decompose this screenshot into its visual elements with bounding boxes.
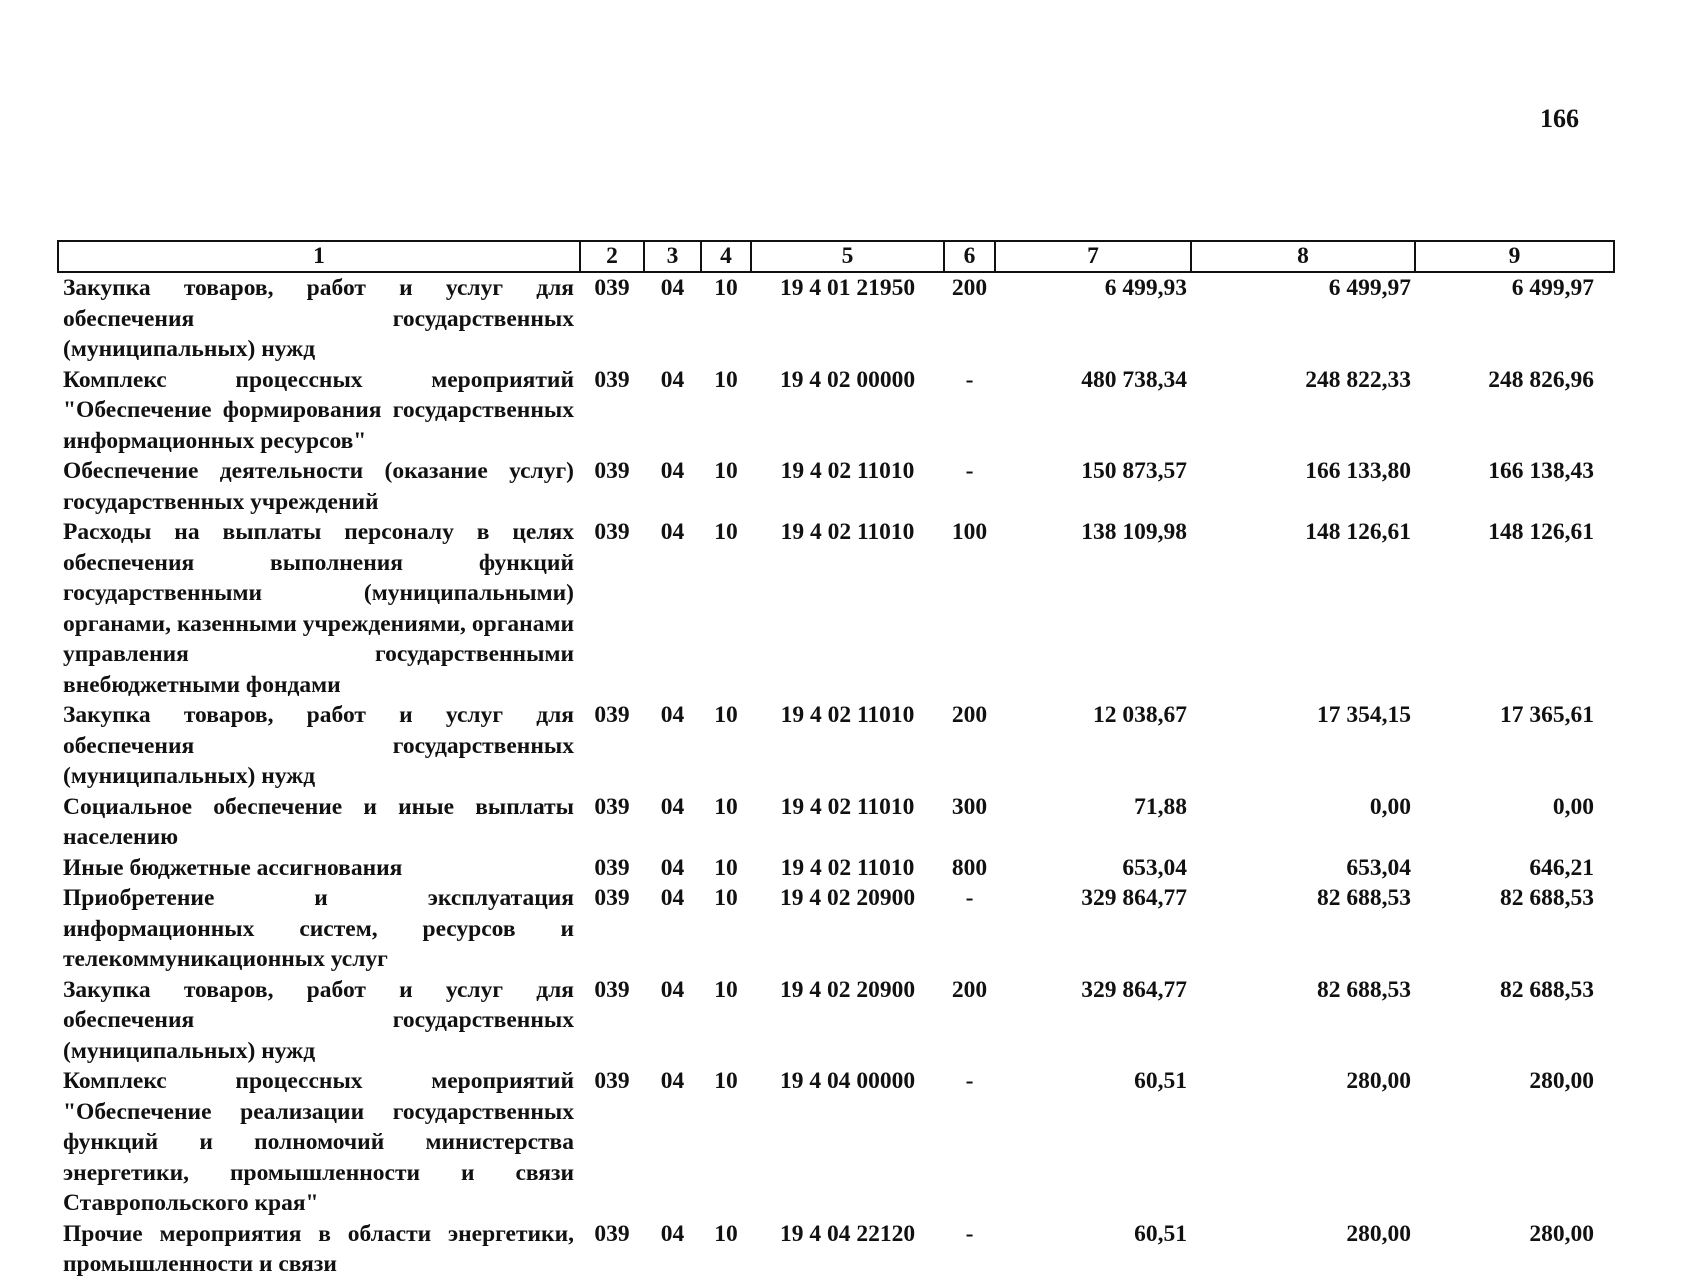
row-col-6: - xyxy=(965,458,974,484)
row-value-col-8: 82 688,53 xyxy=(1317,885,1411,911)
row-col-2: 039 xyxy=(594,519,630,545)
row-col-6: 100 xyxy=(951,519,988,545)
row-name: Комплекс процессных мероприятий "Обеспечение формирования государственных информационных ресурсов" xyxy=(63,366,574,454)
row-col-4: 10 xyxy=(714,1220,738,1247)
row-col-5: 19 4 04 00000 xyxy=(779,1068,916,1094)
row-value-col-8: 280,00 xyxy=(1346,1068,1411,1094)
row-value-col-7: 6 499,93 xyxy=(1104,275,1187,301)
row-col-5: 19 4 02 11010 xyxy=(780,458,915,484)
row-col-4: 10 xyxy=(714,885,738,911)
table-row xyxy=(58,517,1614,700)
row-value-col-9: 82 688,53 xyxy=(1500,976,1594,1003)
row-col-3: 04 xyxy=(660,458,685,484)
row-col-2: 039 xyxy=(594,976,630,1003)
row-col-5: 19 4 02 11010 xyxy=(780,702,915,728)
row-value-col-7: 60,51 xyxy=(1134,1220,1187,1247)
table-row xyxy=(58,1066,1614,1219)
page-number: 166 xyxy=(1540,104,1579,133)
row-value-col-7: 12 038,67 xyxy=(1093,702,1187,728)
row-value-col-8: 166 133,80 xyxy=(1305,458,1411,484)
row-col-6: 200 xyxy=(951,275,988,301)
row-col-4: 10 xyxy=(714,366,738,393)
row-name: Обеспечение деятельности (оказание услуг) государственных учреждений xyxy=(63,458,574,515)
header-col-8: 8 xyxy=(1191,241,1415,272)
header-col-5: 5 xyxy=(751,241,944,272)
row-col-3: 04 xyxy=(660,1220,685,1247)
row-col-5: 19 4 01 21950 xyxy=(779,275,916,301)
row-value-col-9: 646,21 xyxy=(1529,854,1594,881)
row-value-col-9: 0,00 xyxy=(1552,793,1594,820)
table-row xyxy=(58,365,1614,457)
row-col-2: 039 xyxy=(594,854,630,881)
row-value-col-9: 280,00 xyxy=(1529,1220,1594,1247)
table-row xyxy=(58,272,1614,365)
row-col-2: 039 xyxy=(594,275,630,301)
row-col-5: 19 4 02 00000 xyxy=(779,366,916,393)
row-value-col-8: 248 822,33 xyxy=(1305,366,1411,393)
row-col-4: 10 xyxy=(714,793,738,820)
row-name: Социальное обеспечение и иные выплаты населению xyxy=(63,793,574,850)
row-name: Иные бюджетные ассигнования xyxy=(63,854,403,881)
header-col-9: 9 xyxy=(1415,241,1614,272)
row-value-col-9: 82 688,53 xyxy=(1500,885,1594,911)
row-value-col-7: 60,51 xyxy=(1134,1068,1187,1094)
row-col-3: 04 xyxy=(660,519,685,545)
table-row xyxy=(58,1219,1614,1280)
row-value-col-8: 0,00 xyxy=(1369,793,1411,820)
row-col-4: 10 xyxy=(714,275,738,301)
row-col-3: 04 xyxy=(660,793,685,820)
row-name: Закупка товаров, работ и услуг для обеспечения государственных (муниципальных) нужд xyxy=(63,275,574,362)
table-row xyxy=(58,883,1614,975)
row-col-4: 10 xyxy=(714,976,738,1003)
table-body xyxy=(58,272,1614,1280)
row-col-6: - xyxy=(965,1068,974,1094)
row-value-col-7: 138 109,98 xyxy=(1081,519,1187,545)
row-col-6: 200 xyxy=(951,976,988,1003)
row-col-2: 039 xyxy=(594,1068,630,1094)
row-col-2: 039 xyxy=(594,702,630,728)
header-col-4: 4 xyxy=(701,241,751,272)
row-value-col-8: 148 126,61 xyxy=(1305,519,1411,545)
row-col-4: 10 xyxy=(714,702,738,728)
table-row xyxy=(58,792,1614,853)
header-col-2: 2 xyxy=(580,241,644,272)
row-name: Комплекс процессных мероприятий "Обеспечение реализации государственных функций и полномочий министерства энергетики, промышленности и связи Ставропольского края" xyxy=(63,1068,574,1216)
row-col-6: 300 xyxy=(951,793,988,820)
row-name: Закупка товаров, работ и услуг для обеспечения государственных (муниципальных) нужд xyxy=(63,702,574,789)
row-value-col-8: 280,00 xyxy=(1346,1220,1411,1247)
row-col-6: 800 xyxy=(951,854,988,881)
table-row xyxy=(58,853,1614,884)
row-value-col-9: 17 365,61 xyxy=(1500,702,1594,728)
row-value-col-8: 653,04 xyxy=(1346,854,1411,881)
row-value-col-9: 248 826,96 xyxy=(1488,366,1594,393)
header-col-1: 1 xyxy=(58,241,580,272)
row-col-4: 10 xyxy=(714,1068,738,1094)
header-col-6: 6 xyxy=(944,241,995,272)
row-col-6: 200 xyxy=(951,702,988,728)
budget-table-container xyxy=(57,240,1613,1280)
row-col-3: 04 xyxy=(660,976,685,1003)
row-value-col-7: 150 873,57 xyxy=(1081,458,1187,484)
row-col-3: 04 xyxy=(660,275,685,301)
row-value-col-8: 82 688,53 xyxy=(1317,976,1411,1003)
row-value-col-8: 6 499,97 xyxy=(1328,275,1411,301)
row-col-4: 10 xyxy=(714,519,738,545)
row-col-5: 19 4 02 20900 xyxy=(779,885,916,911)
row-value-col-7: 653,04 xyxy=(1122,854,1187,881)
row-col-5: 19 4 02 11010 xyxy=(780,793,915,820)
row-col-5: 19 4 02 20900 xyxy=(779,976,916,1003)
table-header xyxy=(58,241,1614,272)
row-value-col-8: 17 354,15 xyxy=(1317,702,1411,728)
header-col-3: 3 xyxy=(644,241,701,272)
table-row xyxy=(58,975,1614,1067)
row-value-col-9: 148 126,61 xyxy=(1488,519,1594,545)
row-col-3: 04 xyxy=(660,702,685,728)
row-col-2: 039 xyxy=(594,1220,630,1247)
row-value-col-9: 6 499,97 xyxy=(1511,275,1594,301)
row-col-3: 04 xyxy=(660,854,685,881)
row-col-2: 039 xyxy=(594,885,630,911)
row-col-6: - xyxy=(965,1220,974,1247)
row-col-4: 10 xyxy=(714,458,738,484)
row-col-3: 04 xyxy=(660,1068,685,1094)
row-value-col-7: 480 738,34 xyxy=(1081,366,1187,393)
row-name: Закупка товаров, работ и услуг для обеспечения государственных (муниципальных) нужд xyxy=(63,976,574,1064)
row-col-6: - xyxy=(965,885,974,911)
row-value-col-9: 280,00 xyxy=(1529,1068,1594,1094)
row-col-5: 19 4 04 22120 xyxy=(779,1220,916,1247)
row-name: Приобретение и эксплуатация информационных систем, ресурсов и телекоммуникационных услуг xyxy=(63,885,574,972)
row-value-col-7: 329 864,77 xyxy=(1081,885,1187,911)
table-row xyxy=(58,456,1614,517)
table-row xyxy=(58,700,1614,792)
row-col-3: 04 xyxy=(660,366,685,393)
row-value-col-9: 166 138,43 xyxy=(1488,458,1594,484)
row-col-2: 039 xyxy=(594,458,630,484)
row-col-6: - xyxy=(965,366,974,393)
header-col-7: 7 xyxy=(995,241,1191,272)
row-col-5: 19 4 02 11010 xyxy=(780,519,915,545)
row-value-col-7: 329 864,77 xyxy=(1081,976,1187,1003)
row-name: Прочие мероприятия в области энергетики, промышленности и связи xyxy=(63,1220,574,1277)
row-col-2: 039 xyxy=(594,366,630,393)
row-col-5: 19 4 02 11010 xyxy=(780,854,915,881)
row-col-2: 039 xyxy=(594,793,630,820)
row-col-3: 04 xyxy=(660,885,685,911)
header-row xyxy=(58,241,1614,272)
row-col-4: 10 xyxy=(714,854,738,881)
row-name: Расходы на выплаты персоналу в целях обеспечения выполнения функций государственными (муниципальными) органами, казенными учреждениями, органами управления государственными внебюджетными фондами xyxy=(63,519,574,698)
row-value-col-7: 71,88 xyxy=(1134,793,1187,820)
budget-table xyxy=(57,240,1615,1280)
